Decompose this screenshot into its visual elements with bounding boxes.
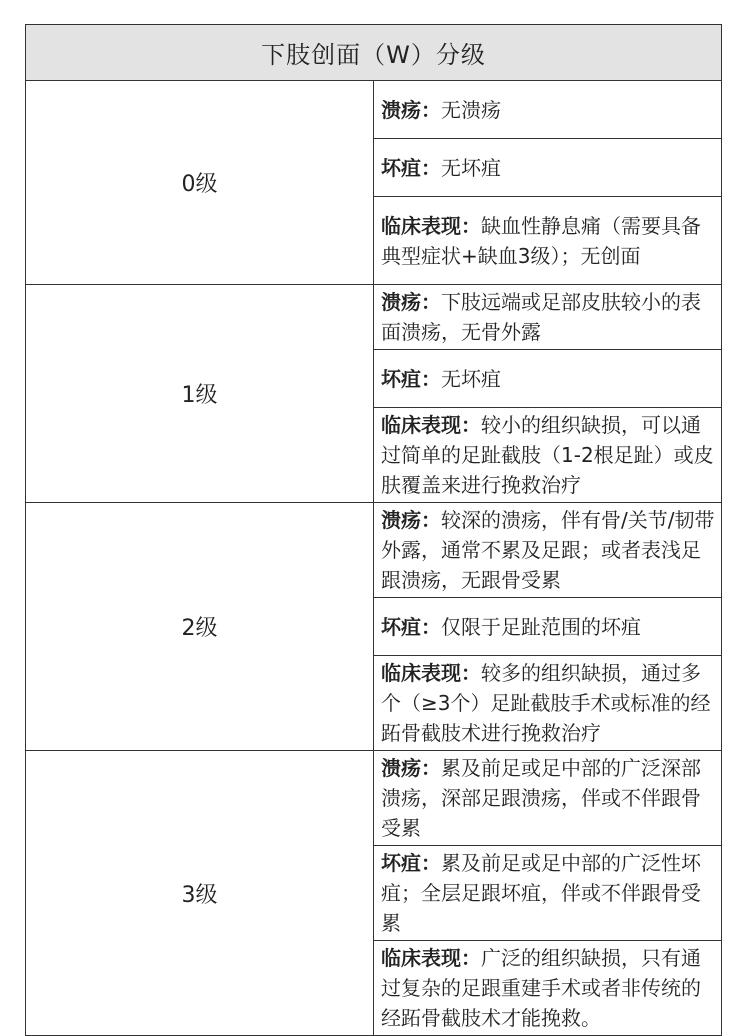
gangrene-cell [374, 350, 722, 408]
clinical-cell [374, 656, 722, 751]
gangrene-label: 坏疽： [381, 155, 441, 180]
clinical-text: 缺血性静息痛（需要具备典型症状+缺血3级）；无创面 [381, 213, 701, 268]
clinical-cell [374, 197, 722, 285]
ulcer-cell [374, 503, 722, 598]
grade-label: 2级 [26, 503, 374, 751]
grade-label: 0级 [26, 81, 374, 285]
clinical-cell [374, 408, 722, 503]
gangrene-text: 无坏疽 [441, 155, 501, 180]
ulcer-cell [374, 751, 722, 846]
ulcer-cell [374, 285, 722, 350]
clinical-label: 临床表现： [381, 661, 481, 685]
ulcer-cell [374, 81, 722, 139]
ulcer-text: 无溃疡 [441, 97, 501, 122]
table-row [26, 81, 722, 139]
gangrene-label: 坏疽： [381, 366, 441, 391]
gangrene-text: 累及前足或足中部的广泛性坏疽；全层足跟坏疽，伴或不伴跟骨受累 [381, 851, 701, 935]
ulcer-label: 溃疡： [381, 756, 441, 780]
table-header-row [26, 25, 722, 81]
clinical-cell [374, 941, 722, 1036]
ulcer-label: 溃疡： [381, 97, 441, 122]
table-row [26, 751, 722, 846]
clinical-label: 临床表现： [381, 946, 481, 970]
table-row [26, 285, 722, 350]
clinical-label: 临床表现： [381, 413, 481, 437]
clinical-text: 较多的组织缺损，通过多个（≥3个）足趾截肢手术或标准的经跖骨截肢术进行挽救治疗 [381, 661, 711, 745]
grade-label: 1级 [26, 285, 374, 503]
ulcer-label: 溃疡： [381, 290, 441, 314]
clinical-label: 临床表现： [381, 213, 481, 238]
gangrene-label: 坏疽： [381, 614, 441, 639]
ulcer-text: 下肢远端或足部皮肤较小的表面溃疡，无骨外露 [381, 290, 701, 344]
table-title: 下肢创面（W）分级 [26, 25, 722, 81]
gangrene-label: 坏疽： [381, 851, 441, 875]
gangrene-cell [374, 846, 722, 941]
gangrene-text: 仅限于足趾范围的坏疽 [441, 614, 641, 639]
clinical-text: 广泛的组织缺损，只有通过复杂的足跟重建手术或者非传统的经跖骨截肢术才能挽救。 [381, 946, 701, 1030]
gangrene-cell [374, 598, 722, 656]
clinical-text: 较小的组织缺损，可以通过简单的足趾截肢（1-2根足趾）或皮肤覆盖来进行挽救治疗 [381, 413, 714, 497]
ulcer-text: 较深的溃疡，伴有骨/关节/韧带外露，通常不累及足跟；或者表浅足跟溃疡，无跟骨受累 [381, 508, 715, 592]
gangrene-text: 无坏疽 [441, 366, 501, 391]
gangrene-cell [374, 139, 722, 197]
ulcer-text: 累及前足或足中部的广泛深部溃疡，深部足跟溃疡，伴或不伴跟骨受累 [381, 756, 701, 840]
ulcer-label: 溃疡： [381, 508, 441, 532]
wound-grade-table [25, 24, 722, 1036]
table-row [26, 503, 722, 598]
grade-label: 3级 [26, 751, 374, 1036]
